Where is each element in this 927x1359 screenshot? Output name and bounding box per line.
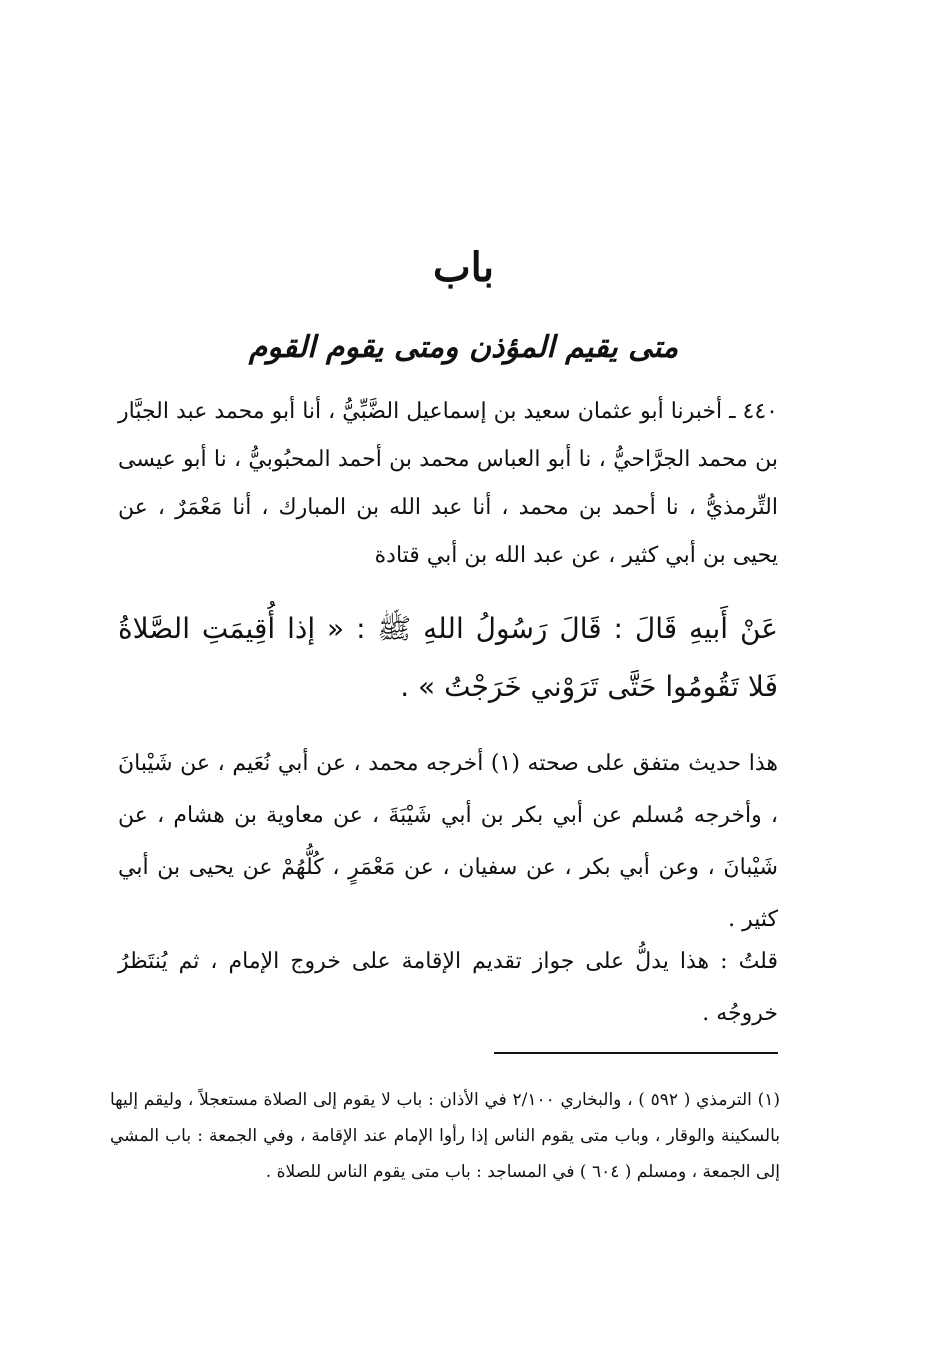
footnote: (١) الترمذي ( ٥٩٢ ) ، والبخاري ٢/١٠٠ في الأذان : باب لا يقوم إلى الصلاة مستعجلاً ، وليقم إليها بالسكينة والوقار ، وباب متى يقوم الناس إذا رأوا الإمام عند الإقامة ، وفي الجمعة : باب المشي إلى الجمعة ، ومسلم ( ٦٠٤ ) في المساجد : باب متى يقوم الناس للصلاة . [110, 1090, 780, 1182]
chapter-heading: باب [433, 244, 494, 291]
hadith-matn: عَنْ أَبيهِ قَالَ : قَالَ رَسُولُ اللهِ ﷺ : « إذا أُقِيمَتِ الصَّلاةُ فَلا تَقُومُوا حَتَّى تَرَوْني خَرَجْتُ » . [118, 612, 778, 703]
hadith-commentary: هذا حديث متفق على صحته (١) أخرجه محمد ، عن أبي نُعَيم ، عن شَيْبانَ ، وأخرجه مُسلم عن أبي بكر بن أبي شَيْبَةَ ، عن معاوية بن هشام ، عن شَيْبانَ ، وعن أبي بكر ، عن سفيان ، عن مَعْمَرٍ ، كُلُّهُمْ عن يحيى بن أبي كثير . [118, 751, 778, 932]
hadith-isnad: ٤٤٠ ـ أخبرنا أبو عثمان سعيد بن إسماعيل الضَّبِّيُّ ، أنا أبو محمد عبد الجبَّار بن محمد الجرَّاحيُّ ، نا أبو العباس محمد بن أحمد المحبُوبيُّ ، نا أبو عيسى التِّرمذيُّ ، نا أحمد بن محمد ، أنا عبد الله بن المبارك ، أنا مَعْمَرٌ ، عن يحيى بن أبي كثير ، عن عبد الله بن أبي قتادة [118, 399, 778, 568]
author-note: قلتُ : هذا يدلُّ على جواز تقديم الإقامة على خروج الإمام ، ثم يُنتَظرُ خروجُه . [118, 949, 778, 1026]
chapter-title: متى يقيم المؤذن ومتى يقوم القوم [248, 330, 679, 365]
footnote-divider [494, 1052, 778, 1054]
